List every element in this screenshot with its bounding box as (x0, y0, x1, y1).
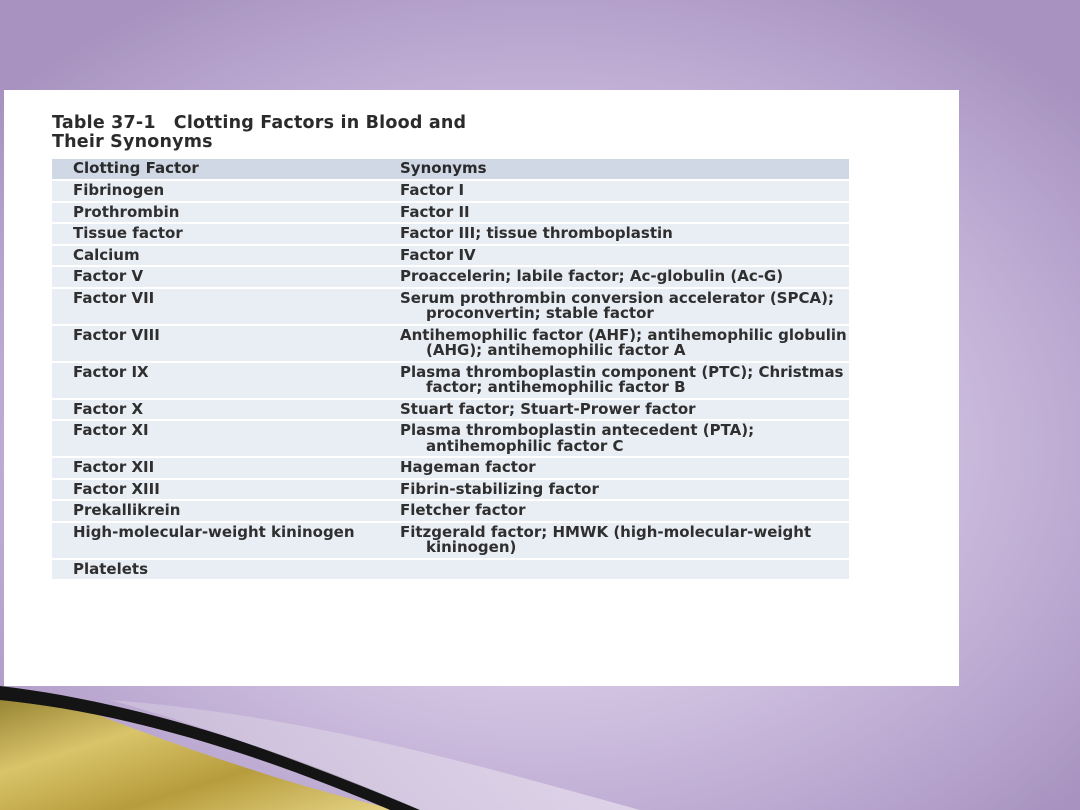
synonyms-cell: Stuart factor; Stuart-Prower factor (379, 399, 849, 421)
synonyms-cell: Fibrin-stabilizing factor (379, 479, 849, 501)
table-header-row (52, 159, 849, 180)
factor-cell: Factor XI (52, 420, 379, 457)
clotting-factors-table (52, 159, 849, 579)
table-row (52, 266, 849, 288)
factor-cell: Factor XII (52, 457, 379, 479)
table-row (52, 559, 849, 580)
table-row (52, 202, 849, 224)
factor-cell: Prothrombin (52, 202, 379, 224)
table-row (52, 180, 849, 202)
table-row (52, 399, 849, 421)
table-row (52, 522, 849, 559)
synonyms-cell: Factor II (379, 202, 849, 224)
synonyms-cell: Factor III; tissue thromboplastin (379, 223, 849, 245)
table-number: Table 37-1 (52, 113, 156, 133)
factor-cell: Fibrinogen (52, 180, 379, 202)
table-row (52, 457, 849, 479)
factor-cell: High-molecular-weight kininogen (52, 522, 379, 559)
synonyms-cell: Plasma thromboplastin antecedent (PTA); antihemophilic factor C (379, 420, 849, 457)
factor-cell: Prekallikrein (52, 500, 379, 522)
table-row (52, 420, 849, 457)
synonyms-cell: Proaccelerin; labile factor; Ac-globulin (Ac-G) (379, 266, 849, 288)
synonyms-cell: Factor I (379, 180, 849, 202)
synonyms-cell: Hageman factor (379, 457, 849, 479)
factor-cell: Factor X (52, 399, 379, 421)
synonyms-cell: Fletcher factor (379, 500, 849, 522)
synonyms-cell: Antihemophilic factor (AHF); antihemophilic globulin (AHG); antihemophilic factor A (379, 325, 849, 362)
table-title-text-line2: Their Synonyms (52, 132, 213, 152)
factor-cell: Factor V (52, 266, 379, 288)
table-row (52, 362, 849, 399)
factor-cell: Factor VIII (52, 325, 379, 362)
synonyms-cell: Serum prothrombin conversion accelerator (SPCA); proconvertin; stable factor (379, 288, 849, 325)
table-row (52, 500, 849, 522)
factor-cell: Platelets (52, 559, 379, 580)
header-clotting-factor: Clotting Factor (52, 159, 379, 180)
table-title (52, 114, 752, 152)
table-row (52, 288, 849, 325)
synonyms-cell: Fitzgerald factor; HMWK (high-molecular-weight kininogen) (379, 522, 849, 559)
factor-cell: Factor XIII (52, 479, 379, 501)
factor-cell: Factor VII (52, 288, 379, 325)
header-synonyms: Synonyms (379, 159, 849, 180)
table-row (52, 325, 849, 362)
table-row (52, 479, 849, 501)
table-title-text: Clotting Factors in Blood and (173, 113, 467, 133)
factor-cell: Factor IX (52, 362, 379, 399)
table-row (52, 223, 849, 245)
synonyms-cell: Factor IV (379, 245, 849, 267)
factor-cell: Tissue factor (52, 223, 379, 245)
table-row (52, 245, 849, 267)
synonyms-cell (379, 559, 849, 580)
synonyms-cell: Plasma thromboplastin component (PTC); Christmas factor; antihemophilic factor B (379, 362, 849, 399)
factor-cell: Calcium (52, 245, 379, 267)
